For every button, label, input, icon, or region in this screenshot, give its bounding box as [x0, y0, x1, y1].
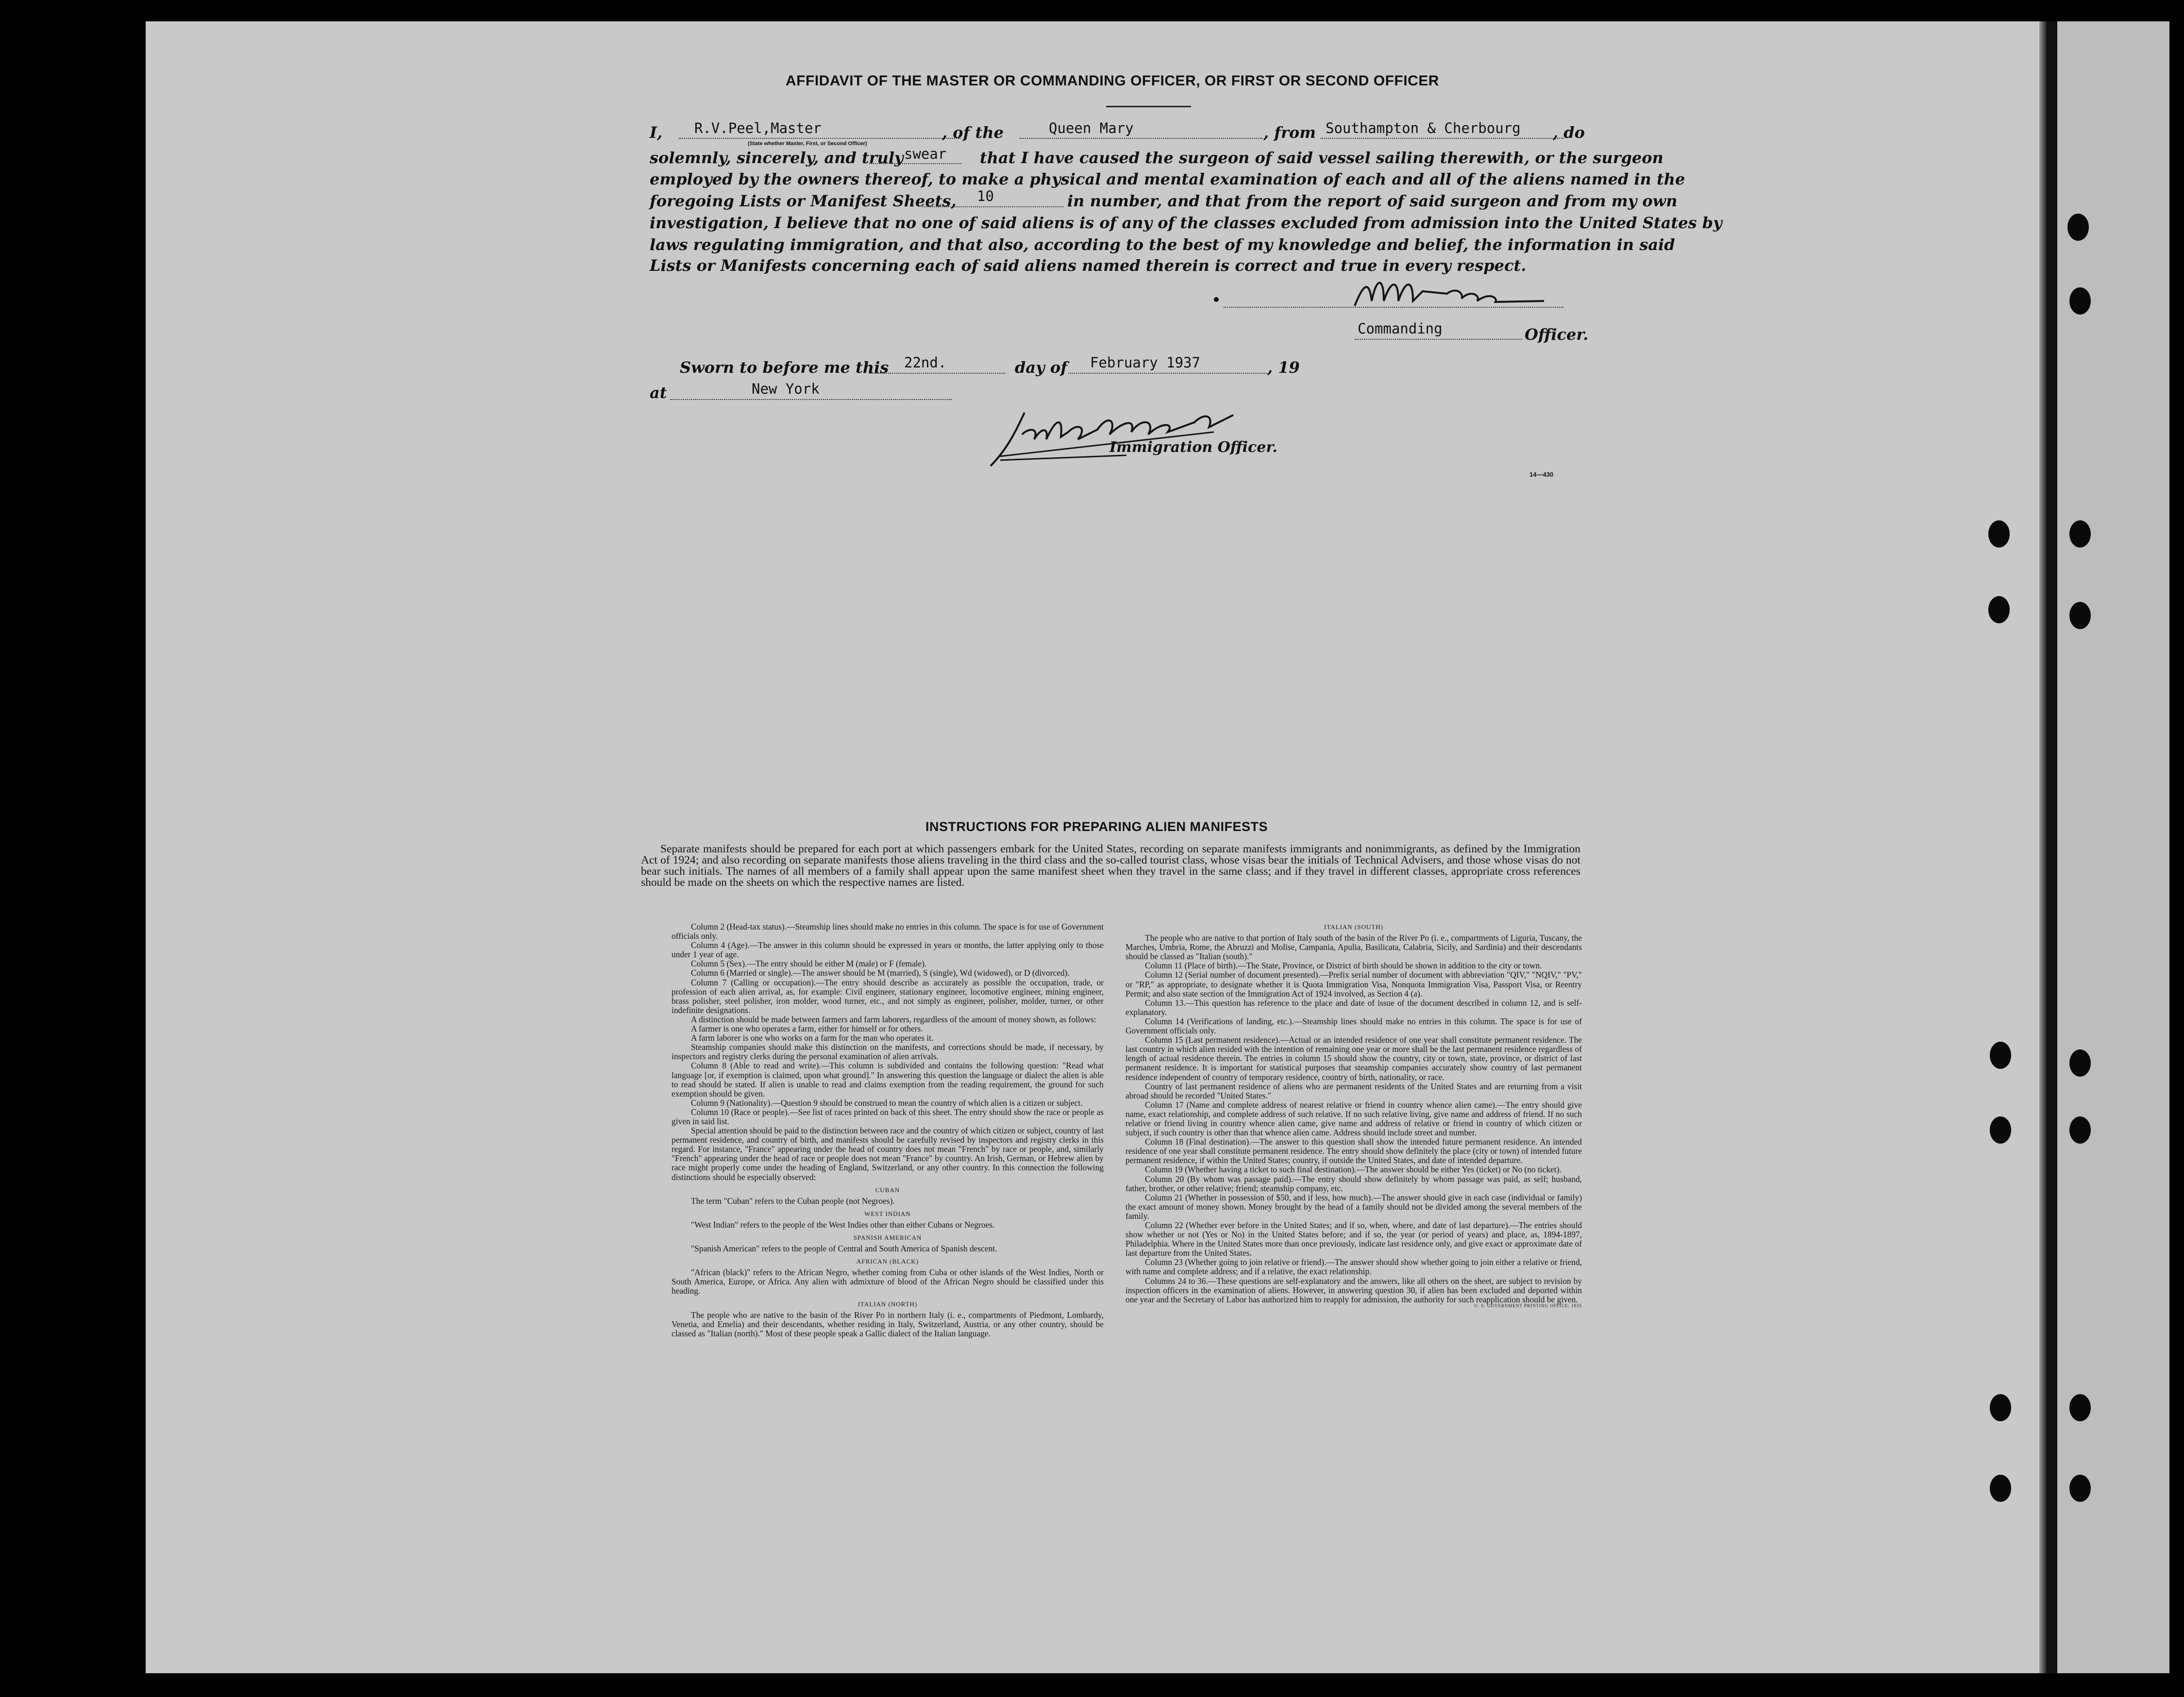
- binder-hole: [1990, 1475, 2011, 1502]
- instruction-paragraph: Column 20 (By whom was passage paid).—The entry should show definitely by whom passage was paid, as self; husband, father, brother, or other relative; friend; steamship company, etc.: [1126, 1174, 1582, 1193]
- binder-hole: [1990, 1394, 2011, 1421]
- instruction-paragraph: Column 17 (Name and complete address of nearest relative or friend in country whence alien came).—The entry should give name, exact relationship, and complete address of such relative. If no such relative living, give name and address of friend. If no such relative or friend living in country whence alien came, give name and address of relative or friend in country of which citizen or subject, if such country is other than that whence alien came. Address should include street and number.: [1126, 1099, 1582, 1138]
- instruction-paragraph: Column 10 (Race or people).—See list of races printed on back of this sheet. The entry should show the race or people as given in said list.: [672, 1107, 1104, 1126]
- instruction-paragraph: Country of last permanent residence of aliens who are permanent residents of the United States and are returning from a visit abroad should be recorded "United States.": [1126, 1081, 1582, 1100]
- immigration-officer-label: Immigration Officer.: [1109, 439, 1277, 456]
- instructions-left-column: [672, 922, 1104, 1338]
- binder-hole: [2069, 287, 2091, 315]
- sheet-count[interactable]: 10: [977, 188, 994, 204]
- cuban-heading: CUBAN: [875, 1186, 900, 1194]
- instruction-paragraph: A farm laborer is one who works on a farm for the man who operates it.: [691, 1033, 934, 1043]
- binder-hole: [2069, 1394, 2091, 1421]
- oath-line: [869, 163, 961, 164]
- instruction-paragraph: Column 7 (Calling or occupation).—The entry should describe as accurately as possible the occupation, trade, or profession of each alien arrival, as, for example: Civil engineer, stationary engineer, locomotive engineer, mining engineer, brass polisher, steel polisher, iron molder, wood turner, etc., and not simply as engineer, polisher, molder, turner, or other indefinite designations.: [672, 977, 1104, 1015]
- instruction-paragraph: Column 14 (Verifications of landing, etc.).—Steamship lines should make no entries in this column. The space is for use of Government officials only.: [1126, 1016, 1582, 1036]
- spanish-american-text: "Spanish American" refers to the people of Central and South America of Spanish descent.: [691, 1244, 997, 1254]
- line5: investigation, I believe that no one of said aliens is of any of the classes excluded from admission into the United States by: [650, 214, 1722, 232]
- printer-note: U. S. GOVERNMENT PRINTING OFFICE: 1935: [1474, 1303, 1582, 1308]
- instruction-paragraph: Special attention should be paid to the distinction between race and the country of which citizen or subject, country of last permanent residence, and country of birth, and manifests should be carefully revised by inspectors and registry clerks in this regard. For instance, "France" appearing under the head of country does not mean "French" by race or people, and, similarly "French" appearing under the head of race or people does not mean "France" by country. An Irish, German, or Hebrew alien by race might properly come under the heading of England, Switzerland, or any other country. In this connection the following distinctions should be especially observed:: [672, 1126, 1104, 1182]
- binder-hole: [2069, 520, 2091, 548]
- instructions-right-column: [1126, 922, 1582, 1313]
- african-text: "African (black)" refers to the African Negro, whether coming from Cuba or other islands of the West Indies, North or South America, Europe, or Africa. Any alien with admixture of blood of the African Negro should be classified under this heading.: [672, 1267, 1104, 1296]
- ports-value[interactable]: Southampton & Cherbourg: [1326, 120, 1521, 136]
- do-label: , do: [1553, 123, 1585, 142]
- binder-hole: [2069, 1116, 2091, 1144]
- instruction-paragraph: Column 2 (Head-tax status).—Steamship lines should make no entries in this column. The space is for use of Government officials only.: [672, 922, 1104, 941]
- binder-strip: [2057, 21, 2169, 1673]
- master-name[interactable]: R.V.Peel,Master: [694, 120, 822, 136]
- sworn-day-line: [869, 373, 1005, 374]
- binder-hole: [1990, 1116, 2011, 1144]
- instruction-paragraph: The people who are native to that portion of Italy south of the basin of the River Po (i. e., compartments of Liguria, Tuscany, the Marches, Umbria, Rome, the Abruzzi and Molise, Campania, Apulia, Basilicata, Calabria, Sicily, and Sardinia) and their descendants should be classed as "Italian (south).": [1126, 933, 1582, 962]
- instruction-paragraph: Column 19 (Whether having a ticket to such final destination).—The answer should be either Yes (ticket) or No (no ticket).: [1145, 1165, 1562, 1175]
- state-note: (State whether Master, First, or Second Officer): [748, 141, 867, 147]
- instruction-paragraph: Columns 24 to 36.—These questions are self-explanatory and the answers, like all others on the sheet, are subject to revision by inspection officers in the examination of aliens. However, in answering question 30, if alien has been excluded and deported within one year and the Secretary of Labor has authorized him to reapply for admission, the authority for such reapplication should be given.: [1126, 1276, 1582, 1304]
- line4-suffix: in number, and that from the report of said surgeon and from my own: [1067, 192, 1678, 210]
- sheet-count-line: [923, 206, 1063, 207]
- binder-hole: [2069, 1475, 2091, 1502]
- west-indian-text: "West Indian" refers to the people of the West Indies other than either Cubans or Negroes.: [691, 1219, 995, 1230]
- binder-hole: [1988, 596, 2010, 623]
- of-the-label: , of the: [942, 123, 1004, 142]
- instruction-paragraph: Column 18 (Final destination).—The answer to this question shall show the intended future permanent residence. An intended residence of one year shall constitute permanent residence. The entry should show definitely the place (city or town) of intended future permanent residence, if within the United States; country, if outside the United States, and date of intended departure.: [1126, 1137, 1582, 1165]
- spanish-american-heading: SPANISH AMERICAN: [853, 1234, 922, 1241]
- instruction-paragraph: Column 11 (Place of birth).—The State, Province, or District of birth should be shown in addition to the city or town.: [1145, 961, 1542, 971]
- instruction-paragraph: Column 8 (Able to read and write).—This column is subdivided and contains the following question: "Read what language [or, if exemption is claimed, upon what ground]." In answering this question the language or dialect the alien is able to read should be stated. If alien is unable to read and claims exemption from the reading requirement, the ground for such exemption should be given.: [672, 1061, 1104, 1098]
- officer-rank-line: [1355, 339, 1522, 340]
- instruction-paragraph: Column 9 (Nationality).—Question 9 should be construed to mean the country of which alien is a citizen or subject.: [691, 1098, 1083, 1108]
- from-label: , from: [1263, 123, 1316, 142]
- instruction-paragraph: Column 13.—This question has reference to the place and date of issue of the document described in column 12, and is self-explanatory.: [1126, 998, 1582, 1017]
- african-heading: AFRICAN (BLACK): [856, 1258, 919, 1265]
- oath-value[interactable]: swear: [904, 146, 947, 162]
- italian-south-heading: ITALIAN (SOUTH): [1324, 923, 1383, 931]
- master-name-line: [679, 138, 960, 139]
- master-signature: [1350, 272, 1583, 316]
- title-underline: [1106, 106, 1191, 107]
- affidavit-title: AFFIDAVIT OF THE MASTER OR COMMANDING OFFICER, OR FIRST OR SECOND OFFICER: [786, 73, 1439, 89]
- instruction-paragraph: Column 6 (Married or single).—The answer should be M (married), S (single), Wd (widowed), or D (divorced).: [691, 968, 1070, 978]
- instruction-paragraph: Column 21 (Whether in possession of $50, and if less, how much).—The answer should give in each case (individual or family) the exact amount of money shown. Money brought by the head of a family should not be divided among the several members of the family.: [1126, 1192, 1582, 1221]
- ports-line: [1321, 138, 1563, 139]
- instruction-paragraph: Column 22 (Whether ever before in the United States; and if so, when, where, and date of last departure).—The entries should show whether or not (Yes or No) in the United States before; and if so, the year (or period of years) and place, as, 1894-1897, Philadelphia. Where in the United States more than once previously, indicate last residence only, and give exact or approximate date of last departure from the United States.: [1126, 1220, 1582, 1258]
- instruction-paragraph: Column 23 (Whether going to join relative or friend).—The answer should show whether going to join either a relative or friend, with name and complete address; and if a relative, the exact relationship.: [1126, 1257, 1582, 1277]
- line2-suffix: that I have caused the surgeon of said vessel sailing therewith, or the surgeon: [980, 149, 1663, 167]
- instruction-paragraph: Column 4 (Age).—The answer in this column should be expressed in years or months, the latter applying only to those under 1 year of age.: [672, 940, 1104, 960]
- sworn-month-line: [1068, 373, 1267, 374]
- instruction-paragraph: Steamship companies should make this distinction on the manifests, and corrections should be made, if necessary, by inspectors and registry clerks during the personal examination of alien arrivals.: [672, 1042, 1104, 1062]
- instruction-paragraph: A distinction should be made between farmers and farm laborers, regardless of the amount of money shown, as follows:: [691, 1014, 1096, 1024]
- line6: laws regulating immigration, and that also, according to the best of my knowledge and belief, the information in said: [650, 235, 1675, 254]
- binder-hole: [2069, 1049, 2091, 1077]
- sworn-prefix: Sworn to before me this: [680, 358, 889, 377]
- at-label: at: [650, 383, 667, 402]
- line4-prefix: foregoing Lists or Manifest Sheets,: [650, 192, 957, 210]
- italian-north-heading: ITALIAN (NORTH): [857, 1300, 918, 1308]
- instruction-paragraph: A farmer is one who operates a farm, either for himself or for others.: [691, 1024, 923, 1034]
- line3: employed by the owners thereof, to make a physical and mental examination of each and all of the aliens named in the: [650, 170, 1685, 188]
- line1-prefix: I,: [650, 123, 663, 142]
- year-prefix: , 19: [1267, 358, 1300, 377]
- vessel-name[interactable]: Queen Mary: [1049, 120, 1134, 136]
- day-of-label: day of: [1015, 358, 1067, 377]
- officer-label: Officer.: [1525, 325, 1589, 344]
- form-number: 14—430: [1529, 471, 1554, 478]
- officer-rank[interactable]: Commanding: [1358, 320, 1443, 337]
- signature-dot: [1214, 297, 1219, 302]
- instruction-paragraph: Column 15 (Last permanent residence).—Actual or an intended residence of one year shall constitute permanent residence. The last country in which alien resided with the intention of remaining one year or more shall be the last permanent residence regardless of length of actual residence therein. The entries in column 15 should show the country, city or town, state, province, or district of last permanent residence. It is important for statistical purposes that steamship companies accurately show country of last permanent residence independent of country of temporary residence, country of birth, nationality, or race.: [1126, 1035, 1582, 1082]
- binder-hole: [2069, 602, 2091, 629]
- immigration-officer-signature: [825, 393, 1292, 471]
- sheet-edge: [2047, 21, 2057, 1673]
- west-indian-heading: WEST INDIAN: [864, 1210, 911, 1217]
- page-fold-shadow: [2039, 21, 2047, 1673]
- sworn-day[interactable]: 22nd.: [904, 354, 947, 371]
- instruction-paragraph: Column 12 (Serial number of document presented).—Prefix serial number of document with abbreviation "QIV," "NQIV," "PV," or "RP," as appropriate, to designate whether it is Quota Immigration Visa, Nonquota Immigration Visa, Passport Visa, or Reentry Permit; and also state section of the Immigration Act of 1924 involved, as Section 4 (a).: [1126, 970, 1582, 998]
- line2-prefix: solemnly, sincerely, and truly: [650, 149, 904, 167]
- binder-hole: [1988, 520, 2010, 548]
- instruction-paragraph: Column 5 (Sex).—The entry should be either M (male) or F (female).: [691, 959, 927, 969]
- cuban-text: The term "Cuban" refers to the Cuban people (not Negroes).: [691, 1196, 895, 1206]
- binder-hole: [1990, 1042, 2011, 1069]
- sworn-month[interactable]: February 1937: [1090, 354, 1200, 371]
- vessel-line: [1020, 138, 1262, 139]
- italian-north-text: The people who are native to the basin of the River Po in northern Italy (i. e., compartments of Piedmont, Lombardy, Venetia, and Emelia) and their descendants, whether residing in Italy, Switzerland, Austria, or any other country, should be classed as "Italian (north)." Most of these people speak a Gallic dialect of the Italian language.: [672, 1310, 1104, 1338]
- line7: Lists or Manifests concerning each of said aliens named therein is correct and true in every respect.: [650, 256, 1527, 275]
- location-value[interactable]: New York: [752, 381, 820, 397]
- instructions-intro: Separate manifests should be prepared for each port at which passengers embark for the United States, recording on separate manifests immigrants and nonimmigrants, as defined by the Immigration Act of 1924; and also recording on separate manifests those aliens traveling in the third class and the so-called tourist class, whose visas bear the initials of Technical Advisers, and those whose visas do not bear such initials. The names of all members of a family shall appear upon the same manifest sheet when they travel in the same class; and if they travel in different classes, appropriate cross references should be made on the sheets on which the respective names are listed.: [641, 843, 1580, 889]
- binder-hole: [2067, 214, 2089, 241]
- instructions-title: INSTRUCTIONS FOR PREPARING ALIEN MANIFESTS: [925, 819, 1268, 834]
